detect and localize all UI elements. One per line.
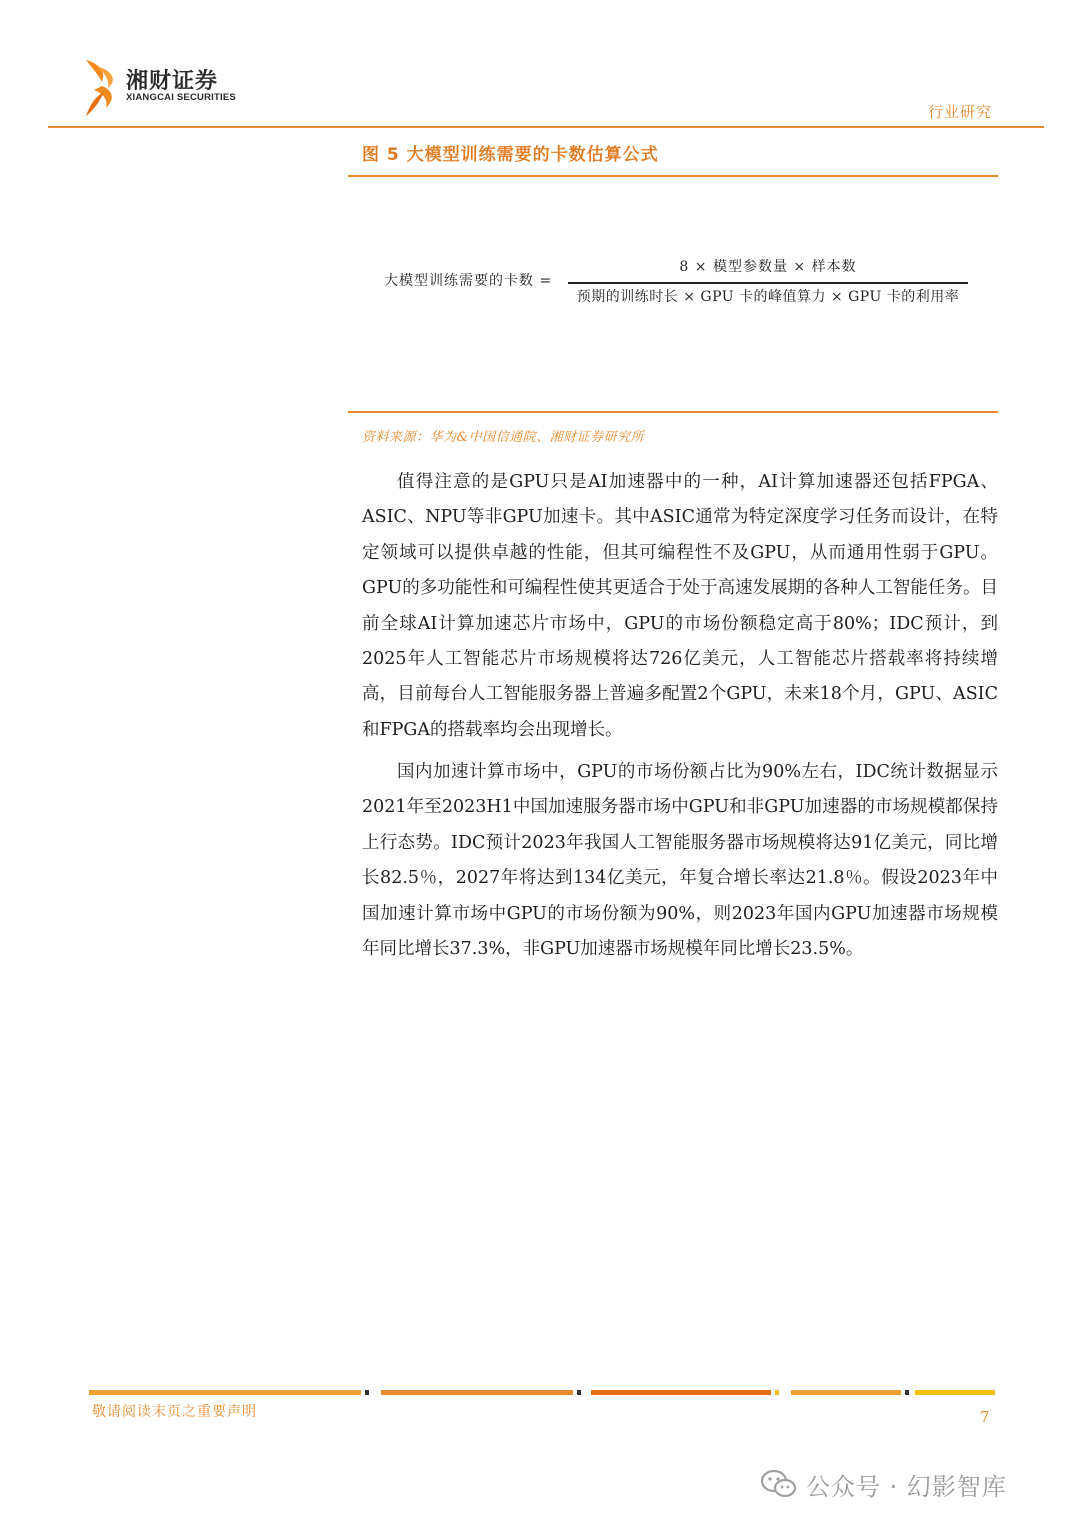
company-logo xyxy=(82,58,242,118)
header-divider xyxy=(48,126,1044,128)
logo-text-en: XIANGCAI SECURITIES xyxy=(126,92,236,103)
formula-fraction-bar xyxy=(568,282,968,284)
footer-disclaimer: 敬请阅读末页之重要声明 xyxy=(92,1404,257,1420)
section-tag: 行业研究 xyxy=(927,103,992,121)
figure-top-rule xyxy=(348,175,998,177)
watermark-text: 公众号 · 幻影智库 xyxy=(806,1472,1007,1501)
formula-denominator: 预期的训练时长 × GPU 卡的峰值算力 × GPU 卡的利用率 xyxy=(576,289,960,305)
figure-bottom-rule xyxy=(348,411,998,413)
footer-decorative-bar xyxy=(89,1390,995,1395)
formula-numerator: 8 × 模型参数量 × 样本数 xyxy=(679,259,857,275)
wechat-watermark xyxy=(760,1466,1007,1502)
formula-lhs: 大模型训练需要的卡数 = xyxy=(384,273,553,289)
figure-title: 图 5 大模型训练需要的卡数估算公式 xyxy=(362,145,659,165)
wechat-icon xyxy=(760,1469,798,1499)
body-paragraph-2: 国内加速计算市场中，GPU的市场份额占比为90%左右，IDC统计数据显示2021年至2023H1中国加速服务器市场中GPU和非GPU加速器的市场规模都保持上行态势。IDC预计2023年我国人工智能服务器市场规模将达91亿美元，同比增长82.5％，2027年将达到134亿美元，年复合增长率达21.8％。假设2023年中国加速计算市场中GPU的市场份额为90%，则2023年国内GPU加速器市场规模年同比增长37.3%，非GPU加速器市场规模年同比增长23.5%。 xyxy=(362,762,998,960)
logo-text-cn: 湘财证券 xyxy=(126,69,219,94)
figure-source: 资料来源：华为&中国信通院、湘财证券研究所 xyxy=(362,430,645,445)
body-paragraph-1: 值得注意的是GPU只是AI加速器中的一种，AI计算加速器还包括FPGA、ASIC、NPU等非GPU加速卡。其中ASIC通常为特定深度学习任务而设计，在特定领域可以提供卓越的性能，但其可编程性不及GPU，从而通用性弱于GPU。GPU的多功能性和可编程性使其更适合于处于高速发展期的各种人工智能任务。目前全球AI计算加速芯片市场中，GPU的市场份额稳定高于80%；IDC预计，到2025年人工智能芯片市场规模将达726亿美元，人工智能芯片搭载率将持续增高，目前每台人工智能服务器上普遍多配置2个GPU，未来18个月，GPU、ASIC和FPGA的搭载率均会出现增长。 xyxy=(362,472,998,740)
logo-mark-icon xyxy=(82,58,122,118)
page-number: 7 xyxy=(980,1408,990,1426)
